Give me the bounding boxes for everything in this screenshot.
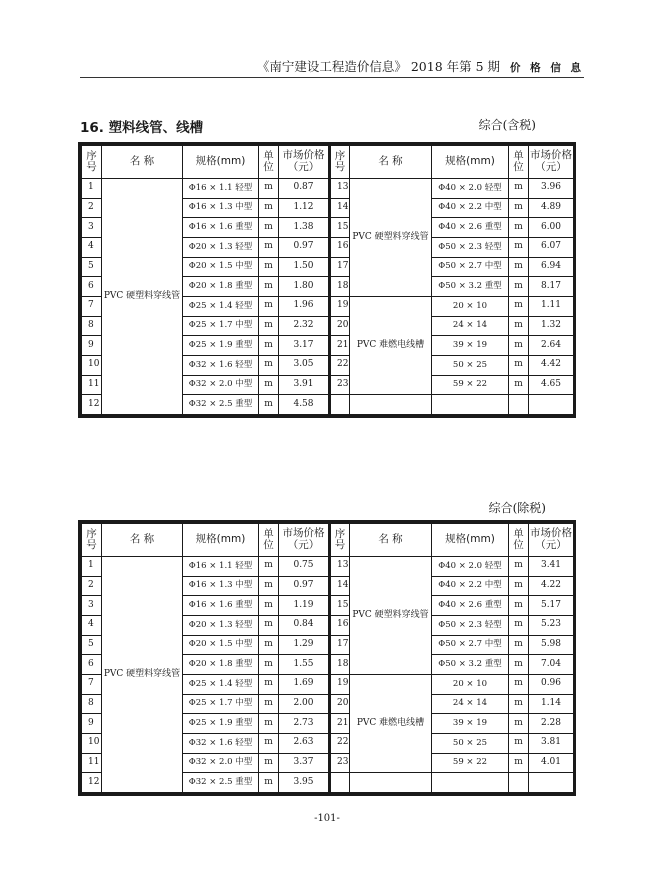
right-spec-cell: Φ40 × 2.2 中型 — [432, 198, 509, 218]
left-unit-cell: m — [259, 576, 279, 596]
left-unit-cell: m — [259, 615, 279, 635]
header-row — [82, 524, 574, 557]
left-spec-cell: Φ20 × 1.3 轻型 — [183, 237, 259, 257]
right-price-cell — [529, 773, 574, 793]
right-unit-cell: m — [509, 753, 529, 773]
left-seq-cell: 6 — [82, 277, 102, 297]
right-name-empty — [350, 395, 432, 415]
left-seq-cell: 5 — [82, 635, 102, 655]
right-unit-cell: m — [509, 277, 529, 297]
right-group-name-2: PVC 难燃电线槽 — [350, 674, 432, 772]
right-price-cell: 7.04 — [529, 655, 574, 675]
left-unit-cell: m — [259, 237, 279, 257]
right-unit-cell — [509, 395, 529, 415]
right-price-cell: 4.01 — [529, 753, 574, 773]
left-spec-cell: Φ16 × 1.1 轻型 — [183, 557, 259, 577]
left-price-cell: 1.12 — [279, 198, 330, 218]
right-spec-cell: 24 × 14 — [432, 316, 509, 336]
right-spec-cell: Φ40 × 2.2 中型 — [432, 576, 509, 596]
right-price-cell: 6.94 — [529, 257, 574, 277]
right-unit-cell: m — [509, 733, 529, 753]
left-seq-cell: 4 — [82, 237, 102, 257]
left-price-cell: 0.97 — [279, 237, 330, 257]
left-seq-cell: 8 — [82, 694, 102, 714]
right-unit-cell: m — [509, 655, 529, 675]
right-price-cell: 1.14 — [529, 694, 574, 714]
right-spec-cell: 24 × 14 — [432, 694, 509, 714]
left-spec-cell: Φ25 × 1.4 轻型 — [183, 296, 259, 316]
left-unit-cell: m — [259, 375, 279, 395]
left-unit-cell: m — [259, 395, 279, 415]
left-price-cell: 1.69 — [279, 674, 330, 694]
right-spec-cell: Φ40 × 2.6 重型 — [432, 218, 509, 238]
right-seq-cell: 13 — [330, 557, 350, 577]
right-unit-cell: m — [509, 257, 529, 277]
page-header — [80, 56, 584, 78]
left-seq-cell: 1 — [82, 179, 102, 199]
right-seq-cell: 18 — [330, 277, 350, 297]
right-spec-cell — [432, 395, 509, 415]
left-price-cell: 3.95 — [279, 773, 330, 793]
left-unit-cell: m — [259, 694, 279, 714]
section-tag: 价 格 信 息 — [510, 62, 584, 74]
left-spec-cell: Φ32 × 2.0 中型 — [183, 375, 259, 395]
right-seq-cell: 20 — [330, 694, 350, 714]
left-spec-cell: Φ16 × 1.1 轻型 — [183, 179, 259, 199]
left-spec-cell: Φ20 × 1.8 重型 — [183, 277, 259, 297]
left-price-cell: 0.97 — [279, 576, 330, 596]
left-spec-cell: Φ16 × 1.6 重型 — [183, 218, 259, 238]
left-unit-cell: m — [259, 355, 279, 375]
right-unit-cell — [509, 773, 529, 793]
right-price-cell: 4.65 — [529, 375, 574, 395]
left-spec-header: 规格(mm) — [183, 524, 259, 557]
right-group-name-1: PVC 硬塑料穿线管 — [350, 179, 432, 297]
right-spec-cell: Φ40 × 2.0 轻型 — [432, 557, 509, 577]
left-spec-cell: Φ20 × 1.5 中型 — [183, 257, 259, 277]
right-price-cell: 4.42 — [529, 355, 574, 375]
left-price-cell: 2.73 — [279, 714, 330, 734]
left-spec-cell: Φ20 × 1.8 重型 — [183, 655, 259, 675]
right-name-header: 名 称 — [350, 146, 432, 179]
right-unit-cell: m — [509, 179, 529, 199]
right-price-cell: 3.41 — [529, 557, 574, 577]
right-spec-cell: Φ50 × 2.7 中型 — [432, 635, 509, 655]
left-unit-cell: m — [259, 296, 279, 316]
right-price-cell: 8.17 — [529, 277, 574, 297]
left-price-cell: 1.96 — [279, 296, 330, 316]
right-unit-cell: m — [509, 674, 529, 694]
right-spec-header: 规格(mm) — [432, 146, 509, 179]
left-seq-cell: 6 — [82, 655, 102, 675]
left-seq-cell: 9 — [82, 336, 102, 356]
section-title: 16. 塑料线管、线槽 — [80, 120, 204, 136]
right-spec-cell: 39 × 19 — [432, 336, 509, 356]
left-seq-cell: 10 — [82, 355, 102, 375]
right-name-header: 名 称 — [350, 524, 432, 557]
right-spec-cell: Φ50 × 2.3 轻型 — [432, 237, 509, 257]
right-seq-cell: 21 — [330, 336, 350, 356]
right-spec-cell: 50 × 25 — [432, 733, 509, 753]
header-row — [82, 146, 574, 179]
right-seq-cell — [330, 773, 350, 793]
right-seq-cell: 14 — [330, 576, 350, 596]
left-price-header: 市场价格（元） — [279, 524, 330, 557]
left-spec-cell: Φ25 × 1.9 重型 — [183, 714, 259, 734]
left-seq-header: 序号 — [82, 146, 102, 179]
left-spec-cell: Φ25 × 1.9 重型 — [183, 336, 259, 356]
right-price-cell: 6.07 — [529, 237, 574, 257]
right-seq-cell: 13 — [330, 179, 350, 199]
right-seq-cell: 14 — [330, 198, 350, 218]
price-table-exclusive — [78, 520, 576, 796]
right-unit-cell: m — [509, 198, 529, 218]
publication-title: 《南宁建设工程造价信息》 2018 年第 5 期 — [256, 59, 501, 74]
left-name-header: 名 称 — [102, 524, 183, 557]
left-seq-cell: 12 — [82, 773, 102, 793]
page-number: -101- — [314, 813, 340, 824]
left-seq-cell: 7 — [82, 674, 102, 694]
left-unit-cell: m — [259, 635, 279, 655]
left-price-cell: 0.84 — [279, 615, 330, 635]
left-seq-cell: 12 — [82, 395, 102, 415]
left-spec-cell: Φ20 × 1.3 轻型 — [183, 615, 259, 635]
right-unit-cell: m — [509, 355, 529, 375]
left-seq-cell: 7 — [82, 296, 102, 316]
left-unit-cell: m — [259, 714, 279, 734]
left-spec-cell: Φ20 × 1.5 中型 — [183, 635, 259, 655]
right-price-cell — [529, 395, 574, 415]
right-unit-cell: m — [509, 576, 529, 596]
right-price-cell: 2.28 — [529, 714, 574, 734]
left-price-cell: 0.87 — [279, 179, 330, 199]
left-seq-header: 序号 — [82, 524, 102, 557]
left-seq-cell: 11 — [82, 375, 102, 395]
left-price-cell: 1.50 — [279, 257, 330, 277]
right-price-cell: 2.64 — [529, 336, 574, 356]
right-spec-header: 规格(mm) — [432, 524, 509, 557]
left-spec-cell: Φ32 × 1.6 轻型 — [183, 355, 259, 375]
left-seq-cell: 3 — [82, 596, 102, 616]
right-unit-cell: m — [509, 296, 529, 316]
right-price-header: 市场价格（元） — [529, 524, 574, 557]
right-unit-cell: m — [509, 596, 529, 616]
left-unit-cell: m — [259, 277, 279, 297]
left-seq-cell: 2 — [82, 576, 102, 596]
price-table-inclusive — [78, 142, 576, 418]
right-price-cell: 1.11 — [529, 296, 574, 316]
right-unit-cell: m — [509, 375, 529, 395]
right-price-cell: 5.17 — [529, 596, 574, 616]
right-price-cell: 3.81 — [529, 733, 574, 753]
left-price-cell: 1.19 — [279, 596, 330, 616]
left-spec-cell: Φ32 × 1.6 轻型 — [183, 733, 259, 753]
right-seq-cell: 15 — [330, 218, 350, 238]
tax-note-inclusive: 综合(含税) — [478, 118, 536, 132]
left-spec-cell: Φ16 × 1.6 重型 — [183, 596, 259, 616]
left-price-cell: 1.38 — [279, 218, 330, 238]
right-seq-cell: 19 — [330, 296, 350, 316]
left-price-cell: 3.91 — [279, 375, 330, 395]
left-unit-cell: m — [259, 179, 279, 199]
left-seq-cell: 3 — [82, 218, 102, 238]
left-price-cell: 3.37 — [279, 753, 330, 773]
left-spec-cell: Φ32 × 2.5 重型 — [183, 395, 259, 415]
left-unit-cell: m — [259, 316, 279, 336]
right-seq-header: 序号 — [330, 146, 350, 179]
left-unit-cell: m — [259, 655, 279, 675]
right-spec-cell: 39 × 19 — [432, 714, 509, 734]
right-price-cell: 6.00 — [529, 218, 574, 238]
left-unit-cell: m — [259, 773, 279, 793]
left-unit-cell: m — [259, 218, 279, 238]
left-unit-cell: m — [259, 257, 279, 277]
table-row — [82, 557, 574, 577]
left-unit-cell: m — [259, 557, 279, 577]
right-unit-cell: m — [509, 218, 529, 238]
left-seq-cell: 2 — [82, 198, 102, 218]
left-spec-cell: Φ32 × 2.5 重型 — [183, 773, 259, 793]
right-price-cell: 0.96 — [529, 674, 574, 694]
right-unit-cell: m — [509, 694, 529, 714]
right-seq-cell: 23 — [330, 375, 350, 395]
left-seq-cell: 11 — [82, 753, 102, 773]
left-seq-cell: 9 — [82, 714, 102, 734]
right-seq-cell: 19 — [330, 674, 350, 694]
right-price-cell: 5.98 — [529, 635, 574, 655]
right-spec-cell: 20 × 10 — [432, 296, 509, 316]
left-group-name: PVC 硬塑料穿线管 — [102, 557, 183, 793]
right-seq-cell: 16 — [330, 237, 350, 257]
right-name-empty — [350, 773, 432, 793]
right-unit-cell: m — [509, 557, 529, 577]
left-price-cell: 3.05 — [279, 355, 330, 375]
left-unit-cell: m — [259, 733, 279, 753]
right-group-name-1: PVC 硬塑料穿线管 — [350, 557, 432, 675]
right-unit-cell: m — [509, 714, 529, 734]
right-spec-cell: 59 × 22 — [432, 753, 509, 773]
left-price-cell: 2.63 — [279, 733, 330, 753]
left-price-cell: 4.58 — [279, 395, 330, 415]
right-price-cell: 3.96 — [529, 179, 574, 199]
right-spec-cell — [432, 773, 509, 793]
right-seq-cell: 22 — [330, 733, 350, 753]
right-unit-cell: m — [509, 615, 529, 635]
right-unit-header: 单位 — [509, 524, 529, 557]
left-seq-cell: 4 — [82, 615, 102, 635]
left-name-header: 名 称 — [102, 146, 183, 179]
right-price-header: 市场价格（元） — [529, 146, 574, 179]
right-seq-cell — [330, 395, 350, 415]
right-price-cell: 4.89 — [529, 198, 574, 218]
left-spec-cell: Φ16 × 1.3 中型 — [183, 198, 259, 218]
right-unit-header: 单位 — [509, 146, 529, 179]
right-spec-cell: Φ50 × 3.2 重型 — [432, 655, 509, 675]
right-spec-cell: 20 × 10 — [432, 674, 509, 694]
left-unit-cell: m — [259, 753, 279, 773]
right-spec-cell: Φ40 × 2.6 重型 — [432, 596, 509, 616]
left-price-header: 市场价格（元） — [279, 146, 330, 179]
left-unit-header: 单位 — [259, 524, 279, 557]
right-spec-cell: Φ50 × 2.3 轻型 — [432, 615, 509, 635]
left-price-cell: 1.80 — [279, 277, 330, 297]
right-seq-cell: 23 — [330, 753, 350, 773]
left-price-cell: 3.17 — [279, 336, 330, 356]
right-seq-cell: 18 — [330, 655, 350, 675]
tax-note-exclusive: 综合(除税) — [488, 501, 546, 515]
right-price-cell: 5.23 — [529, 615, 574, 635]
left-seq-cell: 1 — [82, 557, 102, 577]
left-price-cell: 1.29 — [279, 635, 330, 655]
right-unit-cell: m — [509, 316, 529, 336]
left-price-cell: 2.32 — [279, 316, 330, 336]
left-price-cell: 1.55 — [279, 655, 330, 675]
right-seq-cell: 17 — [330, 257, 350, 277]
left-spec-cell: Φ16 × 1.3 中型 — [183, 576, 259, 596]
left-seq-cell: 5 — [82, 257, 102, 277]
left-spec-cell: Φ25 × 1.7 中型 — [183, 694, 259, 714]
left-spec-cell: Φ32 × 2.0 中型 — [183, 753, 259, 773]
right-spec-cell: Φ50 × 2.7 中型 — [432, 257, 509, 277]
right-group-name-2: PVC 难燃电线槽 — [350, 296, 432, 394]
right-unit-cell: m — [509, 237, 529, 257]
left-unit-header: 单位 — [259, 146, 279, 179]
right-spec-cell: 50 × 25 — [432, 355, 509, 375]
right-seq-header: 序号 — [330, 524, 350, 557]
left-group-name: PVC 硬塑料穿线管 — [102, 179, 183, 415]
left-spec-cell: Φ25 × 1.4 轻型 — [183, 674, 259, 694]
left-unit-cell: m — [259, 336, 279, 356]
left-price-cell: 2.00 — [279, 694, 330, 714]
left-seq-cell: 8 — [82, 316, 102, 336]
left-spec-cell: Φ25 × 1.7 中型 — [183, 316, 259, 336]
right-seq-cell: 21 — [330, 714, 350, 734]
left-unit-cell: m — [259, 674, 279, 694]
right-seq-cell: 17 — [330, 635, 350, 655]
left-seq-cell: 10 — [82, 733, 102, 753]
right-price-cell: 1.32 — [529, 316, 574, 336]
right-seq-cell: 20 — [330, 316, 350, 336]
right-unit-cell: m — [509, 336, 529, 356]
right-seq-cell: 15 — [330, 596, 350, 616]
left-unit-cell: m — [259, 198, 279, 218]
table-row — [82, 179, 574, 199]
left-unit-cell: m — [259, 596, 279, 616]
left-spec-header: 规格(mm) — [183, 146, 259, 179]
right-spec-cell: Φ40 × 2.0 轻型 — [432, 179, 509, 199]
right-price-cell: 4.22 — [529, 576, 574, 596]
right-seq-cell: 16 — [330, 615, 350, 635]
right-seq-cell: 22 — [330, 355, 350, 375]
right-spec-cell: 59 × 22 — [432, 375, 509, 395]
right-unit-cell: m — [509, 635, 529, 655]
right-spec-cell: Φ50 × 3.2 重型 — [432, 277, 509, 297]
left-price-cell: 0.75 — [279, 557, 330, 577]
